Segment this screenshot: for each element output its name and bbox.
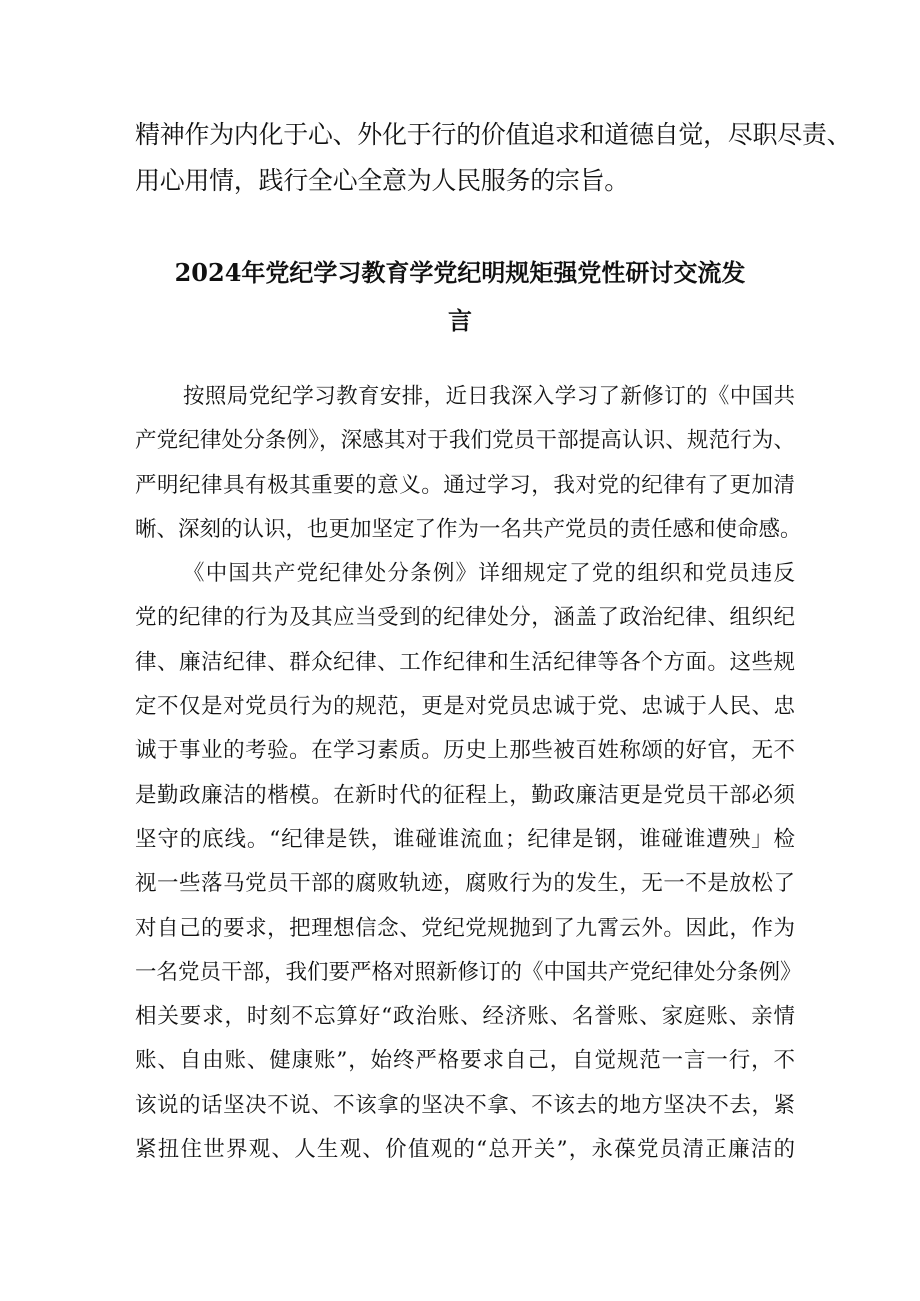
text-line: 定不仅是对党员行为的规范，更是对党员忠诚于党、忠诚于人民、忠 bbox=[135, 694, 795, 720]
text-line: 相关要求，时刻不忘算好“政治账、经济账、名誉账、家庭账、亲情 bbox=[135, 1004, 795, 1030]
paragraph-1 bbox=[135, 375, 802, 552]
text-line: 账、自由账、健康账”，始终严格要求自己，自觉规范一言一行，不 bbox=[135, 1048, 795, 1074]
text-line: 党的纪律的行为及其应当受到的纪律处分，涵盖了政治纪律、组织纪 bbox=[135, 605, 795, 631]
intro-line: 精神作为内化于心、外化于行的价值追求和道德自觉，尽职尽责、 bbox=[135, 120, 852, 149]
title-line: 2024年党纪学习教育学党纪明规矩强党性研讨交流发 bbox=[174, 258, 746, 287]
text-line: 一名党员干部，我们要严格对照新修订的《中国共产党纪律处分条例》 bbox=[135, 959, 802, 985]
text-line: 紧扭住世界观、人生观、价值观的“总开关”，永葆党员清正廉洁的 bbox=[135, 1137, 795, 1163]
text-line: 产党纪律处分条例》，深感其对于我们党员干部提高认识、规范行为、 bbox=[135, 428, 795, 454]
text-line: 是勤政廉洁的楷模。在新时代的征程上，勤政廉洁更是党员干部必须 bbox=[135, 782, 795, 808]
text-line: 《中国共产党纪律处分条例》详细规定了党的组织和党员违反 bbox=[183, 561, 795, 587]
text-line: 晰、深刻的认识，也更加坚定了作为一名共产党员的责任感和使命感。 bbox=[135, 516, 802, 542]
text-line: 对自己的要求，把理想信念、党纪党规抛到了九霄云外。因此，作为 bbox=[135, 915, 795, 941]
paragraph-2 bbox=[135, 552, 802, 1172]
document-title bbox=[130, 249, 790, 345]
intro-paragraph bbox=[135, 112, 852, 204]
title-line: 言 bbox=[448, 306, 472, 335]
text-line: 诚于事业的考验。在学习素质。历史上那些被百姓称颂的好官，无不 bbox=[135, 738, 795, 764]
intro-line: 用心用情，践行全心全意为人民服务的宗旨。 bbox=[135, 166, 630, 195]
text-line: 视一些落马党员干部的腐败轨迹，腐败行为的发生，无一不是放松了 bbox=[135, 871, 795, 897]
text-line: 坚守的底线。“纪律是铁，谁碰谁流血；纪律是钢，谁碰谁遭殃」检 bbox=[135, 826, 795, 852]
text-line: 该说的话坚决不说、不该拿的坚决不拿、不该去的地方坚决不去，紧 bbox=[135, 1092, 795, 1118]
document-body bbox=[135, 375, 802, 1172]
text-line: 按照局党纪学习教育安排，近日我深入学习了新修订的《中国共 bbox=[183, 384, 795, 409]
text-line: 律、廉洁纪律、群众纪律、工作纪律和生活纪律等各个方面。这些规 bbox=[135, 649, 795, 675]
text-line: 严明纪律具有极其重要的意义。通过学习，我对党的纪律有了更加清 bbox=[135, 472, 795, 498]
